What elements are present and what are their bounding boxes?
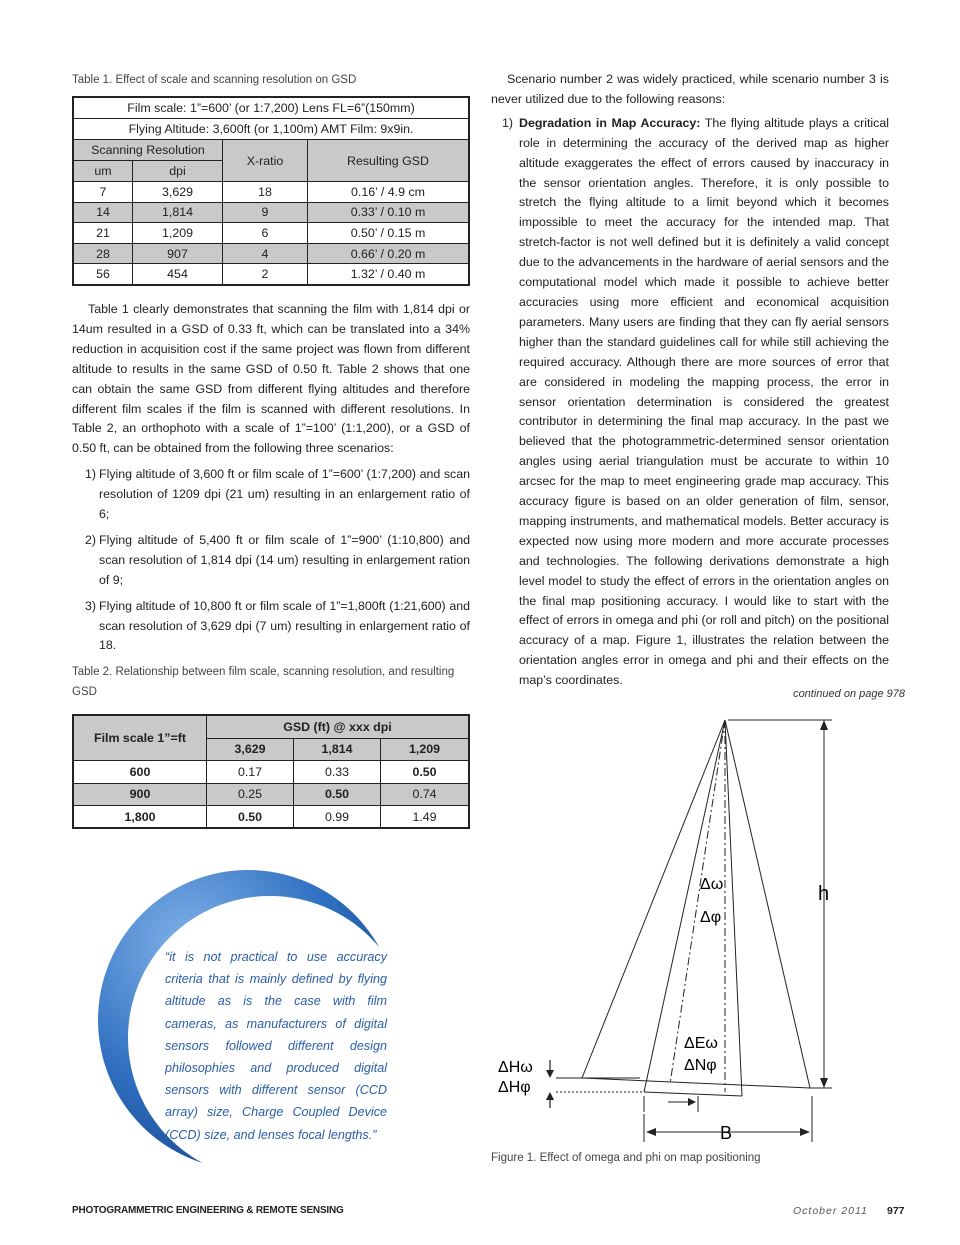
- table1-cell: 1,209: [133, 223, 223, 244]
- right-intro: Scenario number 2 was widely practiced, while scenario number 3 is never utilized due to the following reasons:: [491, 72, 889, 106]
- table2-cell: 0.50: [381, 761, 470, 783]
- table1-cell: 2: [223, 264, 308, 285]
- table2-cell: 0.17: [207, 761, 294, 783]
- arrow-head-up: [546, 1092, 554, 1100]
- reason-title: Degradation in Map Accuracy:: [519, 115, 701, 130]
- list-item: [491, 114, 889, 691]
- table2-scale: 1,800: [73, 805, 207, 828]
- cone-outline: [582, 720, 725, 1078]
- table2-caption: Table 2. Relationship between film scale, scanning resolution, and resulting GSD: [72, 666, 455, 699]
- label-h: h: [818, 883, 830, 905]
- table-row: [73, 223, 469, 244]
- table-row: [73, 264, 469, 285]
- table2-cell: 0.99: [294, 805, 381, 828]
- table2-cell: 1.49: [381, 805, 470, 828]
- perturbed-ground: [644, 1092, 742, 1096]
- table1-cell: 7: [73, 182, 133, 203]
- table2: [72, 714, 470, 829]
- table1-cell: 0.50’ / 0.15 m: [308, 223, 470, 244]
- table1-cell: 1.32’ / 0.40 m: [308, 264, 470, 285]
- footer-journal: PHOTOGRAMMETRIC ENGINEERING & REMOTE SENSING: [72, 1205, 344, 1216]
- table1-cell: 9: [223, 202, 308, 223]
- list-item: [72, 465, 470, 525]
- table1-col-xratio: X-ratio: [223, 140, 308, 182]
- table1-header-line1: Film scale: 1”=600’ (or 1:7,200) Lens FL=6”(150mm): [73, 97, 469, 119]
- table1-cell: 907: [133, 243, 223, 264]
- table-row: [73, 805, 469, 828]
- table2-col-film: Film scale 1”=ft: [73, 715, 207, 760]
- table1-cell: 0.33’ / 0.10 m: [308, 202, 470, 223]
- left-column: [72, 70, 470, 829]
- scenario-list: [72, 465, 470, 656]
- table1-header-line2: Flying Altitude: 3,600ft (or 1,100m) AMT Film: 9x9in.: [73, 119, 469, 140]
- reason-text: The flying altitude plays a critical role in determining the accuracy of the derived map as higher altitude exaggerates the effect of errors caused by inaccuracy in the sensor orientation angles. Therefore, it is only possible to stretch the flying altitude to a limit beyond which it becomes impossible to meet the accuracy for the intended map. That stretch-factor is not well defined but it is definitely a valid concept due to the advancements in the hardware of aerial sensors and the computational model which made it possible to achieve better accuracies using more efficient and economical acquisition parameters. Many users are finding that they can fly aerial sensors higher than the standard guidelines call for while still achieving the required accuracy. Although there are more sources of error that are considered in modeling the mapping process, the error in sensor orientation determination is considered the greatest contributor in determining the final map accuracy. In the past we believed that the photogrammetric-determined sensor orientation angles using aerial triangulation must be accurate to within 10 arcsec for the map to meet engineering grade map accuracy. This accuracy figure is based on an older generation of film, sensor, mapping instruments, and mathematical models. Better accuracy is expected now using more modern and more accurate processes and technologies. The following derivations demonstrate a high level model to study the effect of errors in the orientation angles on the final map positioning accuracy. I would like to start with the effect of errors in omega and phi (or roll and pitch) on the positional accuracy of a map. Figure 1, illustrates the relation between the orientation angles error in omega and phi and their effects on the map’s coordinates.: [519, 115, 889, 688]
- table1-cell: 6: [223, 223, 308, 244]
- table-row: [73, 182, 469, 203]
- list-number: 2): [85, 532, 97, 547]
- label-delta-h-omega: ΔHω: [498, 1059, 533, 1076]
- continued-note: continued on page 978: [793, 688, 905, 700]
- ground-line: [582, 1078, 810, 1088]
- pull-quote: “it is not practical to use accuracy criteria that is mainly defined by flying altitude as is the case with film cameras, as manufacturers of digital sensors followed different design philosophies and produced digital sensors with different sensor (CCD array) size, Charge Coupled Device (CCD) size, and lenses focal lengths.”: [165, 950, 387, 1142]
- table1-caption: Table 1. Effect of scale and scanning resolution on GSD: [72, 74, 357, 86]
- table1-col-um: um: [73, 161, 133, 182]
- table1-col-gsd: Resulting GSD: [308, 140, 470, 182]
- table-row: [73, 202, 469, 223]
- table1-cell: 28: [73, 243, 133, 264]
- table2-col-gsd: GSD (ft) @ xxx dpi: [207, 715, 470, 738]
- arrow-head-down: [546, 1070, 554, 1078]
- reason-list: [491, 114, 889, 691]
- list-number: 1): [502, 115, 514, 130]
- footer-date: October 2011: [793, 1205, 868, 1217]
- list-item: [72, 531, 470, 591]
- table2-scale: 600: [73, 761, 207, 783]
- arrow-head-up: [820, 720, 828, 730]
- cone-outline: [725, 720, 810, 1088]
- figure-1-caption: Figure 1. Effect of omega and phi on map positioning: [491, 1152, 761, 1164]
- table1-cell: 0.66’ / 0.20 m: [308, 243, 470, 264]
- table2-cell: 0.33: [294, 761, 381, 783]
- arrow-head-down: [820, 1078, 828, 1088]
- label-delta-omega: Δω: [700, 876, 724, 893]
- table2-cell: 0.74: [381, 783, 470, 805]
- table-row: [73, 761, 469, 783]
- table-row: [73, 243, 469, 264]
- table1-cell: 18: [223, 182, 308, 203]
- arrow-head-right: [688, 1098, 696, 1106]
- table2-cell: 0.50: [207, 805, 294, 828]
- table1-cell: 1,814: [133, 202, 223, 223]
- list-text: Flying altitude of 10,800 ft or film scale of 1”=1,800ft (1:21,600) and scan resolution of 3,629 dpi (7 um) resulting in enlargement ratio of 18.: [99, 598, 470, 653]
- table2-dpi-header: 1,814: [294, 738, 381, 760]
- tilted-axis: [670, 720, 725, 1084]
- table1-col-dpi: dpi: [133, 161, 223, 182]
- label-delta-n-phi: ΔNφ: [684, 1057, 717, 1074]
- table2-cell: 0.25: [207, 783, 294, 805]
- figure-1-diagram: [492, 712, 912, 1152]
- table2-dpi-header: 1,209: [381, 738, 470, 760]
- table1-cell: 56: [73, 264, 133, 285]
- left-paragraph: Table 1 clearly demonstrates that scanning the film with 1,814 dpi or 14um resulted in a GSD of 0.33 ft, which can be translated into a 34% reduction in acquisition cost if the same project was flown from different altitude to results in the same GSD of 0.50 ft. Table 2 shows that one can obtain the same GSD from different flying altitudes and therefore different film scales if the film is scanned with different resolutions. In Table 2, an orthophoto with a scale of 1”=100’ (1:1,200), or a GSD of 0.50 ft, can be obtained from the following three scenarios:: [72, 301, 470, 456]
- label-delta-h-phi: ΔHφ: [498, 1079, 531, 1096]
- footer-page-number: 977: [887, 1205, 905, 1217]
- table1-cell: 454: [133, 264, 223, 285]
- table1-cell: 0.16’ / 4.9 cm: [308, 182, 470, 203]
- label-delta-e-omega: ΔEω: [684, 1035, 718, 1052]
- table2-scale: 900: [73, 783, 207, 805]
- perturbed-ray: [725, 720, 742, 1096]
- table2-cell: 0.50: [294, 783, 381, 805]
- label-b: B: [720, 1123, 733, 1143]
- label-delta-phi: Δφ: [700, 909, 722, 926]
- table1-cell: 4: [223, 243, 308, 264]
- list-number: 3): [85, 598, 97, 613]
- list-text: Flying altitude of 3,600 ft or film scale of 1”=600’ (1:7,200) and scan resolution of 1209 dpi (21 um) resulting in an enlargement ratio of 6;: [99, 467, 470, 522]
- table1-col-scanning: Scanning Resolution: [73, 140, 223, 161]
- table2-dpi-header: 3,629: [207, 738, 294, 760]
- table1-cell: 14: [73, 202, 133, 223]
- table-row: [73, 783, 469, 805]
- list-text: Flying altitude of 5,400 ft or film scale of 1”=900’ (1:10,800) and scan resolution of 1,814 dpi (14 um) resulting in enlargement ration of 9;: [99, 532, 470, 587]
- list-number: 1): [85, 467, 97, 482]
- table1-cell: 3,629: [133, 182, 223, 203]
- table1: [72, 96, 470, 286]
- table1-cell: 21: [73, 223, 133, 244]
- right-column: [491, 70, 889, 691]
- list-item: [72, 597, 470, 657]
- arrow-head-right: [800, 1128, 810, 1136]
- arrow-head-left: [646, 1128, 656, 1136]
